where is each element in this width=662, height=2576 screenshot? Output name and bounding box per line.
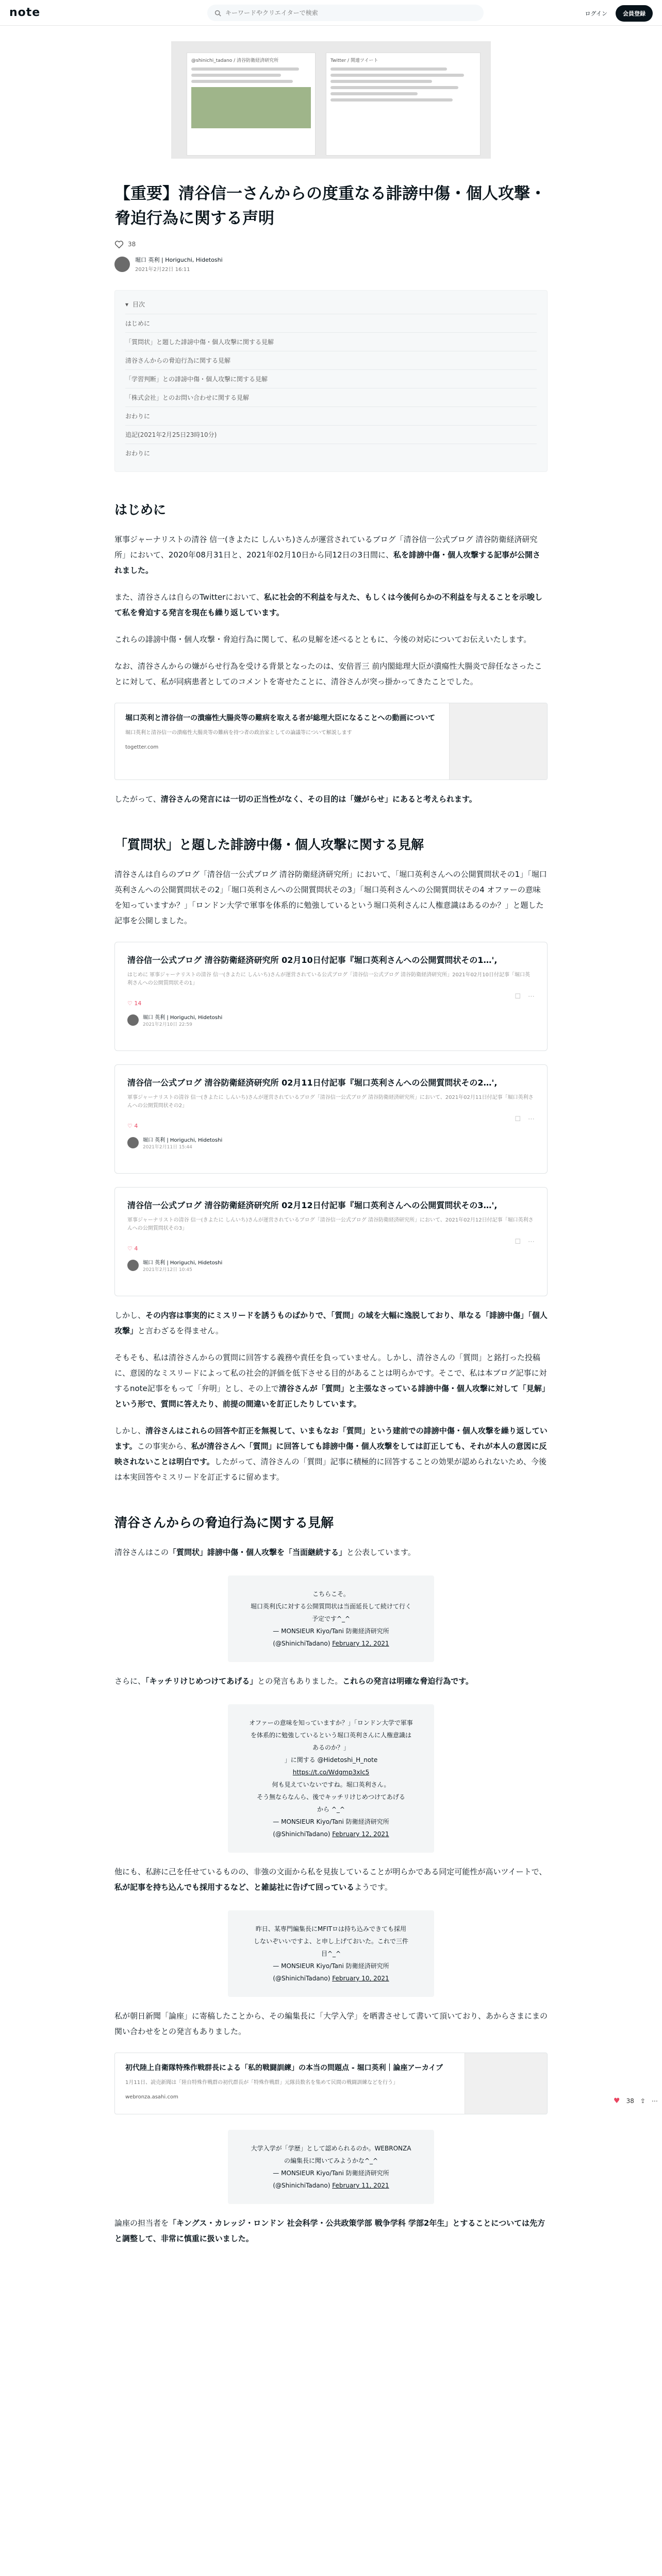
toc-header[interactable] [125, 300, 537, 309]
header-actions [585, 5, 653, 22]
note-card-body: はじめに 軍事ジャーナリストの清谷 信一(きよたに しんいち)さんが運営されている公式ブログ「清谷信一公式ブログ 清谷防衛経済研究所」2021年02月10日付記事「堀口英利さんへの公開質問状その1」 [127, 972, 531, 986]
article [114, 26, 548, 2246]
publish-date: 2021年2月22日 16:11 [135, 267, 190, 273]
heart-icon[interactable] [114, 240, 124, 248]
login-link[interactable]: ログイン [585, 10, 607, 17]
more-icon[interactable]: ⋯ [651, 2097, 658, 2105]
note-card-title: 清谷信一公式ブログ 清谷防衛経済研究所 02月10日付記事『堀口英利さんへの公開質問状その1…', [127, 955, 498, 965]
note-card-actions [515, 1238, 535, 1246]
chevron-down-icon: ▾ [125, 300, 129, 308]
link-card-thumbnail [449, 703, 547, 779]
tweet-date-link[interactable]: February 12, 2021 [332, 1831, 389, 1838]
paragraph: しかし、その内容は事実的にミスリードを誘うものばかりで、「質問」の域を大幅に逸脱しており、単なる「誹謗中傷」「個人攻撃」と言わざるを得ません。 [114, 1311, 548, 1335]
link-card-domain: togetter.com [125, 744, 159, 750]
like-row [114, 240, 548, 248]
toc-item[interactable]: はじめに [125, 314, 537, 332]
link-card-title: 初代陸上自衛隊特殊作戦群長による「私的戦闘訓練」の本当の問題点 - 堀口英利｜論座アーカイブ [125, 2064, 443, 2072]
avatar [127, 1260, 139, 1271]
paragraph: 軍事ジャーナリストの清谷 信一(きよたに しんいち)さんが運営されているブログ「清谷信一公式ブログ 清谷防衛経済研究所」において、2020年08月31日と、2021年02月10日から同12日の3日間に、私を誹謗中傷・個人攻撃する記事が公開されました。 [114, 535, 541, 575]
paragraph: これらの誹謗中傷・個人攻撃・脅迫行為に関して、私の見解を述べるとともに、今後の対応についてお伝えいたします。 [114, 635, 532, 644]
article-title: 【重要】清谷信一さんからの度重なる誹謗中傷・個人攻撃・脅迫行為に関する声明 [114, 184, 546, 228]
note-card-likes: ♡ 4 [127, 1123, 138, 1129]
hero-image [171, 41, 491, 159]
search-input[interactable] [225, 9, 473, 16]
paragraph: なお、清谷さんからの嫌がらせ行為を受ける背景となったのは、安倍晋三 前内閣総理大臣が潰瘍性大腸炎で辞任なさったことに対して、私が同病患者としてのコメントを寄せたことに、清谷さんが突っ掛かってきたことでした。 [114, 662, 542, 686]
embedded-tweet: 昨日、某専門編集長にMFITロは持ち込みできても採用 しないぞいいですよ、と申し上げておいた。これで三件 目^_^ — MONSIEUR Kiyo/Tani 防衛経済研究所 (@ShinichiTadano) February 10, 2021 [228, 1910, 434, 1997]
note-card-title: 清谷信一公式ブログ 清谷防衛経済研究所 02月12日付記事『堀口英利さんへの公開質問状その3…', [127, 1200, 498, 1210]
paragraph: 清谷さんはこの「質問状」誹謗中傷・個人攻撃を「当面継続する」と公表しています。 [114, 1548, 416, 1557]
note-logo[interactable]: note [9, 6, 41, 19]
author-name[interactable]: 堀口 英利 | Horiguchi, Hidetoshi [135, 257, 223, 263]
link-card-title: 堀口英利と清谷信一の潰瘍性大腸炎等の難病を取える者が総理大臣になることへの動画について [125, 714, 436, 722]
section-heading-threats: 清谷さんからの脅迫行為に関する見解 [114, 1515, 334, 1530]
link-card-webronza[interactable] [114, 2053, 548, 2114]
link-card-desc: 1月11日、読売新聞は「陸自特殊作戦群の初代群長が「特殊作戦群」元隊員数名を集めて民間の戦闘訓練などを行う」 [125, 2080, 399, 2086]
embedded-tweet: こちらこそ。 堀口英利氏に対する公開質問状は当面延長して続けて行く 予定です^_^ — MONSIEUR Kiyo/Tani 防衛経済研究所 (@ShinichiTadano) February 12, 2021 [228, 1575, 434, 1662]
toc-item[interactable]: 「株式会社」とのお問い合わせに関する見解 [125, 388, 537, 406]
note-card-author: 堀口 英利 | Horiguchi, Hidetoshi 2021年2月11日 15:44 [127, 1136, 535, 1150]
search-icon [214, 10, 221, 16]
table-of-contents [114, 290, 548, 472]
embedded-note-card[interactable] [114, 942, 548, 1051]
more-icon[interactable]: ⋯ [528, 1115, 535, 1123]
toc-item[interactable]: 追記(2021年2月25日23時10分) [125, 425, 537, 444]
toc-item[interactable]: 「質問状」と題した誹謗中傷・個人攻撃に関する見解 [125, 332, 537, 351]
paragraph: 私が朝日新聞「論座」に寄稿したことから、その編集長に「大学入学」を晒書させして書いて頂いており、あからさまにまの関い合わせをとの発言もありました。 [114, 2011, 548, 2036]
note-card-actions [515, 1115, 535, 1123]
tweet-date-link[interactable]: February 11, 2021 [332, 2182, 389, 2189]
tweet-date-link[interactable]: February 12, 2021 [332, 1640, 389, 1647]
toc-title: 目次 [133, 301, 145, 308]
signup-button[interactable]: 会員登録 [616, 5, 653, 22]
section-heading-intro: はじめに [114, 502, 167, 517]
more-icon[interactable]: ⋯ [528, 993, 535, 1001]
note-card-title: 清谷信一公式ブログ 清谷防衛経済研究所 02月11日付記事『堀口英利さんへの公開質問状その2…', [127, 1078, 498, 1088]
embedded-note-card[interactable] [114, 1187, 548, 1296]
note-card-likes: ♡ 14 [127, 1000, 142, 1007]
toc-item[interactable]: 清谷さんからの脅迫行為に関する見解 [125, 351, 537, 369]
floating-like-count: 38 [626, 2097, 634, 2105]
paragraph: また、清谷さんは自らのTwitterにおいて、私に社会的不利益を与えた、もしくは今後何らかの不利益を与えることを示唆して私を脅迫する発言を現在も繰り返しています。 [114, 592, 542, 617]
paragraph: そもそも、私は清谷さんからの質問に回答する義務や責任を負っていません。しかし、清谷さんの「質問」と銘打った投稿に、意図的なミスリードによって私の社会的評価を低下させる目的があることは明らかです。そこで、私は本ブログ記事に対するnote記事をもって「弁明」とし、その上で清谷さんが「質問」と主張なさっている誹謗中傷・個人攻撃に対して「見解」という形で、質問に答えたり、前提の間違いを訂正したりしています。 [114, 1353, 547, 1409]
bookmark-icon[interactable]: ☐ [515, 993, 521, 1001]
paragraph: したがって、清谷さんの発言には一切の正当性がなく、その目的は「嫌がらせ」にあると考えられます。 [114, 794, 477, 804]
embedded-note-card[interactable] [114, 1064, 548, 1174]
paragraph: 他にも、私跡に己を任せているものの、非強の文面から私を見抜していることが明らかである同定可能性が高いツイートで、私が記事を持ち込んでも採用するなど、と雑誌社に告げて回っているようです。 [114, 1867, 547, 1892]
like-count: 38 [128, 241, 136, 248]
note-card-likes: ♡ 4 [127, 1245, 138, 1252]
floating-actions [614, 2097, 658, 2105]
toc-item[interactable]: おわりに [125, 406, 537, 425]
avatar [127, 1014, 139, 1026]
share-icon[interactable]: ⇪ [640, 2097, 646, 2105]
avatar[interactable] [114, 257, 130, 272]
tweet-link[interactable]: https://t.co/Wdgmp3xIc5 [292, 1769, 370, 1776]
heart-icon[interactable]: ♥ [614, 2097, 620, 2105]
author-row [114, 256, 548, 273]
note-card-body: 軍事ジャーナリストの清谷 信一(きよたに しんいち)さんが運営されているブログ「清谷信一公式ブログ 清谷防衛経済研究所」において、2021年02月12日付記事「堀口英利さんへの公開質問状その3」 [127, 1217, 534, 1231]
more-icon[interactable]: ⋯ [528, 1238, 535, 1246]
note-card-author: 堀口 英利 | Horiguchi, Hidetoshi 2021年2月12日 10:45 [127, 1258, 535, 1273]
hero-screenshot-right [326, 53, 481, 156]
tweet-date-link[interactable]: February 10, 2021 [332, 1975, 389, 1982]
link-card-thumbnail [465, 2053, 547, 2114]
note-card-body: 軍事ジャーナリストの清谷 信一(きよたに しんいち)さんが運営されているブログ「清谷信一公式ブログ 清谷防衛経済研究所」において、2021年02月11日付記事「堀口英利さんへの公開質問状その2」 [127, 1095, 534, 1109]
hero-screenshot-left [187, 53, 316, 156]
embedded-tweet: オファーの意味を知っていますか？」「ロンドン大学で軍事 を体系的に勉強しているという堀口英利さんに人権意識は あるのか？」 」に関する @Hidetoshi_H_note https://t.co/Wdgmp3xIc5 何も見えていないですね。堀口英利さん。 そう無ならなんら、後でキッチリけじめつけてあげる から ^_^ — MONSIEUR Kiyo/Tani 防衛経済研究所 (@ShinichiTadano) February 12, 2021 [228, 1704, 434, 1853]
paragraph: さらに、「キッチリけじめつけてあげる」との発言もありました。これらの発言は明確な脅迫行為です。 [114, 1676, 474, 1686]
toc-item[interactable]: おわりに [125, 444, 537, 462]
link-card-domain: webronza.asahi.com [125, 2094, 178, 2100]
note-card-author: 堀口 英利 | Horiguchi, Hidetoshi 2021年2月10日 22:59 [127, 1013, 535, 1027]
paragraph: 清谷さんは自らのブログ「清谷信一公式ブログ 清谷防衛経済研究所」において、「堀口英利さんへの公開質問状その1」「堀口英利さんへの公開質問状その2」「堀口英利さんへの公開質問状その3」「堀口英利さんへの公開質問状その4 オファーの意味を知っていますか？」「ロンドン大学で軍事を体系的に勉強しているという堀口英利さんに人権意識はあるのか？」と題した記事を公開しました。 [114, 870, 547, 925]
paragraph: 論座の担当者を「キングス・カレッジ・ロンドン 社会科学・公共政策学部 戦争学科 学部2年生」とすることについては先方と調整して、非常に慎重に扱いました。 [114, 2218, 545, 2243]
embedded-tweet: 大学入学が「学歴」として認められるのか。WEBRONZA の編集長に聞いてみようかな^_^ — MONSIEUR Kiyo/Tani 防衛経済研究所 (@ShinichiTadano) February 11, 2021 [228, 2130, 434, 2204]
section-heading-questions: 「質問状」と題した誹謗中傷・個人攻撃に関する見解 [114, 837, 424, 852]
bookmark-icon[interactable]: ☐ [515, 1115, 521, 1123]
avatar [127, 1137, 139, 1148]
link-card-desc: 堀口英利と清谷信一の潰瘍性大腸炎等の難病を持つ者の政治家としての論議等について解説します [125, 730, 352, 736]
site-header [0, 0, 662, 26]
bookmark-icon[interactable]: ☐ [515, 1238, 521, 1246]
hero-caption-left: @shinichi_tadano / 清谷防衛経済研究所 [191, 58, 278, 63]
note-card-actions [515, 993, 535, 1001]
paragraph: しかし、清谷さんはこれらの回答や訂正を無視して、いまもなお「質問」という建前での誹謗中傷・個人攻撃を繰り返しています。この事実から、私が清谷さんへ「質問」に回答しても誹謗中傷・個人攻撃をしては訂正しても、それが本人の意図に反映されないことは明白です。したがって、清谷さんの「質問」記事に積極的に回答することの効果が認められないため、今後は本実回答やミスリードを訂正するに留めます。 [114, 1426, 548, 1482]
hero-photo [191, 87, 311, 128]
search-bar[interactable] [207, 5, 484, 21]
link-card-togetter[interactable] [114, 703, 548, 780]
hero-caption-right: Twitter / 関連ツイート [330, 58, 378, 63]
toc-item[interactable]: 「学習判断」との誹謗中傷・個人攻撃に関する見解 [125, 369, 537, 388]
